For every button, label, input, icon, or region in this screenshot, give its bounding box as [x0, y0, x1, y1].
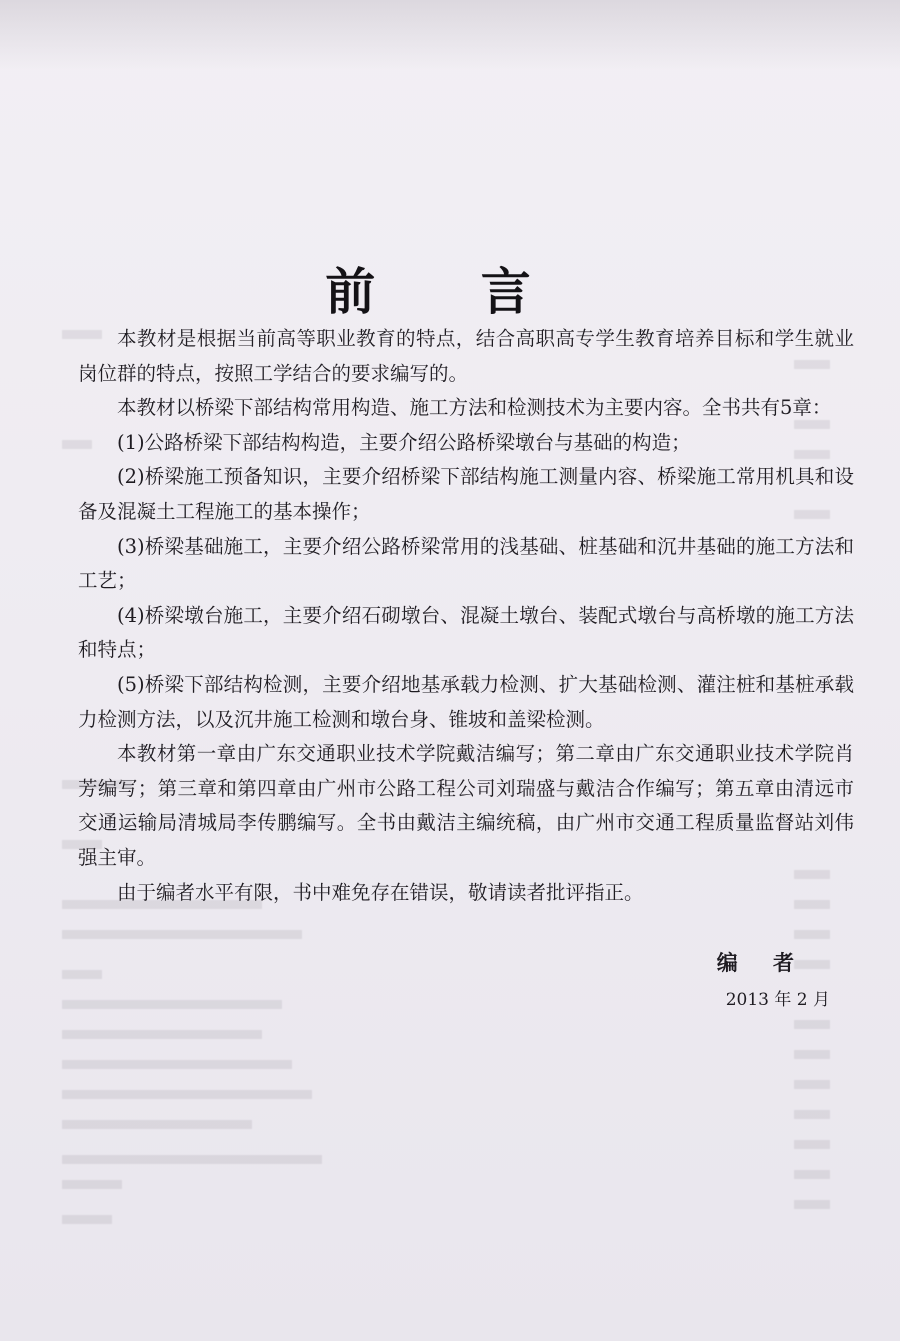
page-title: 前 言	[325, 262, 575, 321]
preface-body	[78, 322, 854, 910]
author-signature: 编 者	[716, 951, 808, 975]
paragraph: 本教材第一章由广东交通职业技术学院戴洁编写；第二章由广东交通职业技术学院肖芳编写；第三章和第四章由广州市公路工程公司刘瑞盛与戴洁合作编写；第五章由清远市交通运输局清城局李传鹏编写。全书由戴洁主编统稿，由广州市交通工程质量监督站刘伟强主审。	[78, 742, 854, 869]
paragraph: (5)桥梁下部结构检测，主要介绍地基承载力检测、扩大基础检测、灌注桩和基桩承载力检测方法，以及沉井施工检测和墩台身、锥坡和盖梁检测。	[78, 672, 854, 731]
paragraph: (4)桥梁墩台施工，主要介绍石砌墩台、混凝土墩台、装配式墩台与高桥墩的施工方法和特点；	[78, 603, 854, 662]
paragraph: (3)桥梁基础施工，主要介绍公路桥梁常用的浅基础、桩基础和沉井基础的施工方法和工艺；	[78, 534, 854, 593]
paragraph: (2)桥梁施工预备知识，主要介绍桥梁下部结构施工测量内容、桥梁施工常用机具和设备及混凝土工程施工的基本操作；	[78, 465, 854, 523]
paragraph: 本教材是根据当前高等职业教育的特点，结合高职高专学生教育培养目标和学生就业岗位群的特点，按照工学结合的要求编写的。	[78, 327, 854, 385]
preface-date: 2013 年 2 月	[725, 990, 830, 1010]
paragraph: (1)公路桥梁下部结构构造，主要介绍公路桥梁墩台与基础的构造；	[117, 430, 691, 454]
scan-edge-shadow	[0, 0, 900, 70]
paragraph: 本教材以桥梁下部结构常用构造、施工方法和检测技术为主要内容。全书共有5章：	[117, 396, 832, 420]
paragraph: 由于编者水平有限，书中难免存在错误，敬请读者批评指正。	[117, 880, 644, 904]
